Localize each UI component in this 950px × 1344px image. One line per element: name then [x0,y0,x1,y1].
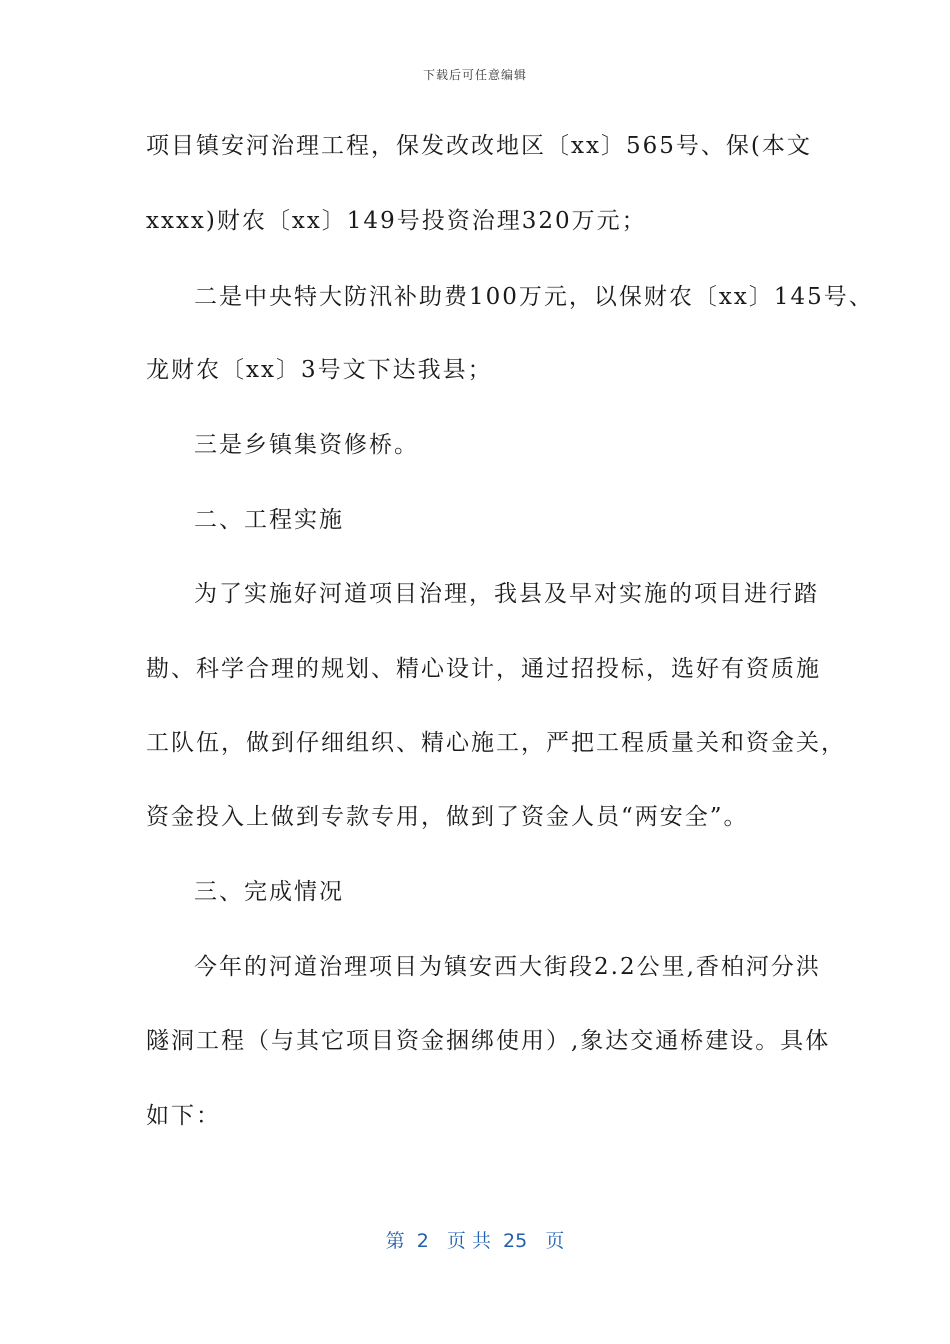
body-line: 项目镇安河治理工程，保发改改地区〔xx〕565号、保(本文 [146,133,812,159]
section-heading: 二、工程实施 [194,507,344,533]
section-heading: 三、完成情况 [194,879,344,905]
body-line: 隧洞工程（与其它项目资金捆绑使用）,象达交通桥建设。具体 [146,1028,831,1054]
body-line: 三是乡镇集资修桥。 [194,432,419,458]
body-line: 二是中央特大防汛补助费100万元，以保财农〔xx〕145号、 [194,284,874,310]
page-number-footer: 第 2 页 共 25 页 [385,1230,565,1252]
body-line: 今年的河道治理项目为镇安西大街段2.2公里,香柏河分洪 [194,954,821,980]
header-note: 下载后可任意编辑 [422,68,527,82]
body-line: 为了实施好河道项目治理，我县及早对实施的项目进行踏 [194,581,819,607]
body-line: 如下： [146,1103,221,1129]
body-line: 工队伍，做到仔细组织、精心施工，严把工程质量关和资金关， [146,730,846,756]
body-line: xxxx)财农〔xx〕149号投资治理320万元； [146,208,647,234]
body-line: 勘、科学合理的规划、精心设计，通过招投标，选好有资质施 [146,656,821,682]
body-line: 龙财农〔xx〕3号文下达我县； [146,357,493,383]
body-line: 资金投入上做到专款专用，做到了资金人员“两安全”。 [146,804,749,830]
